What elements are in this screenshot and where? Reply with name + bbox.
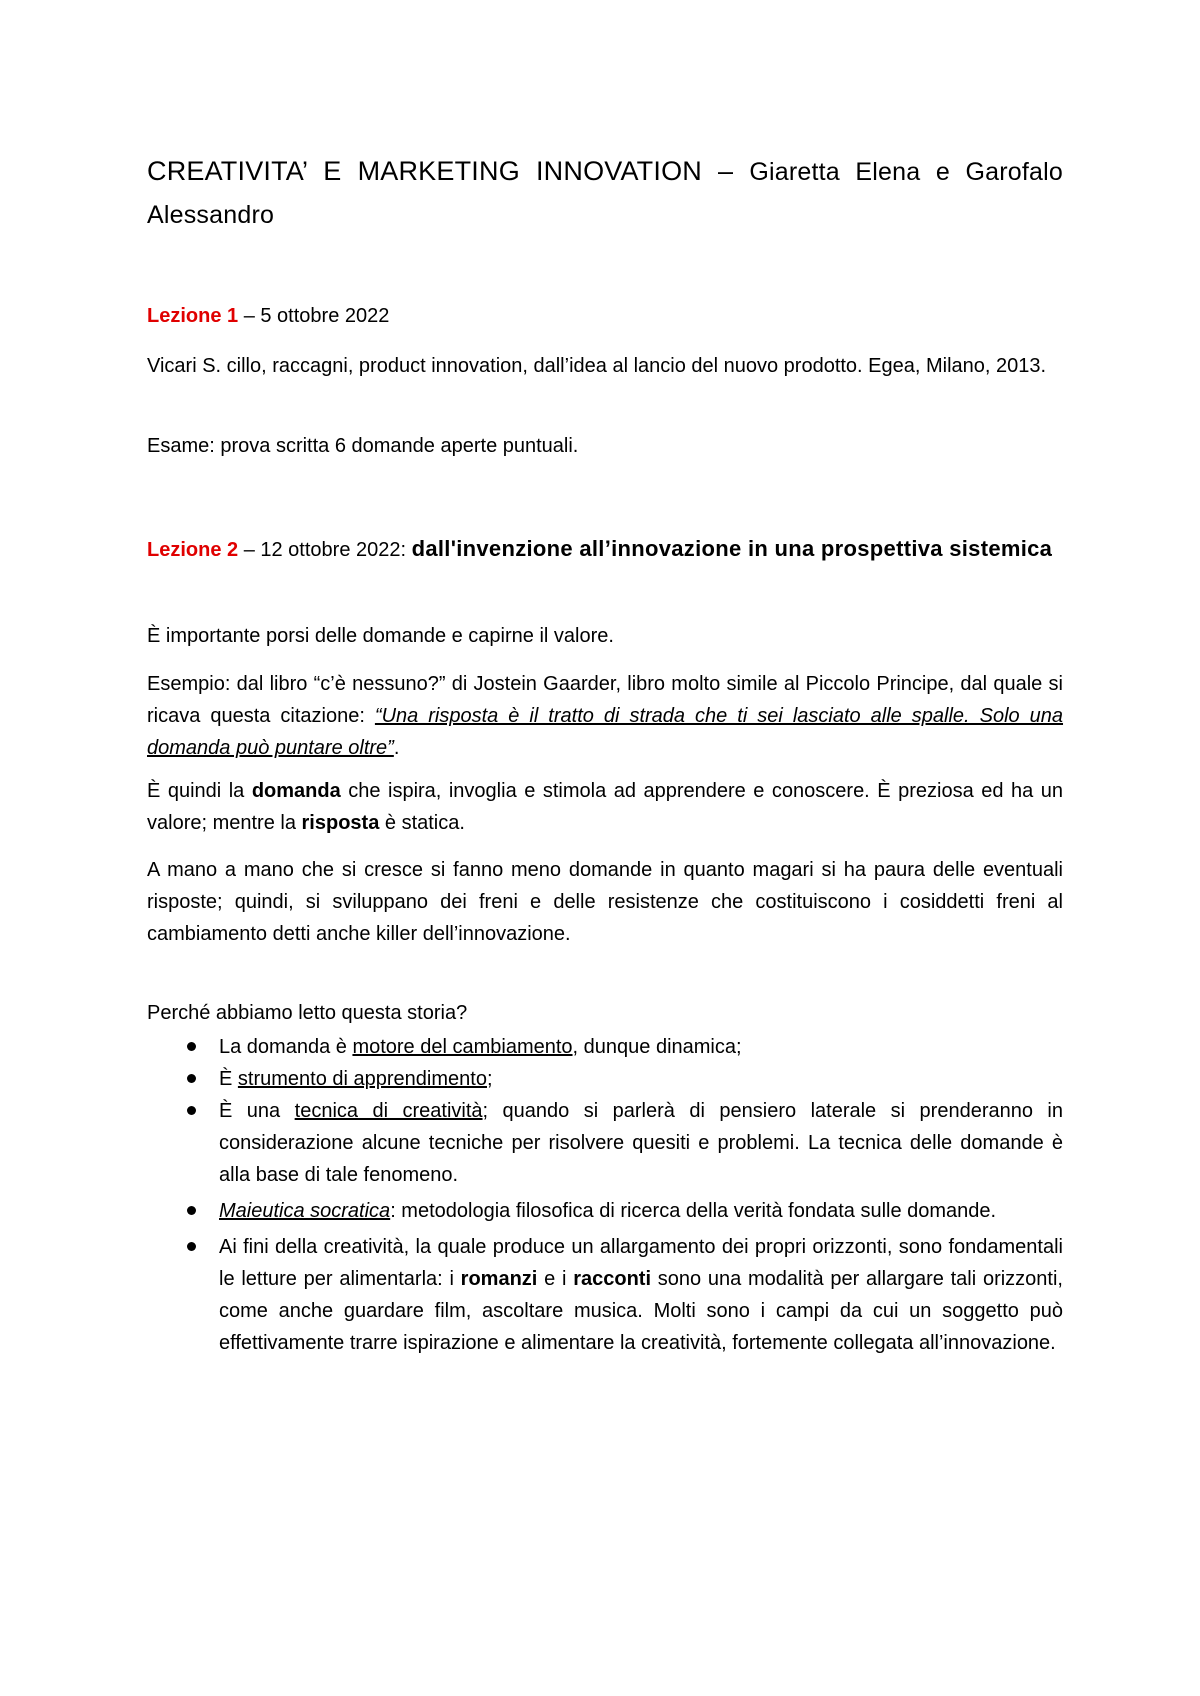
p3-text-e: è statica.: [379, 812, 465, 834]
lesson1-reference: Vicari S. cillo, raccagni, product innovation, dall’idea al lancio del nuovo prodotto. Egea, Milano, 2013.: [147, 355, 1047, 377]
b5-bold-racconti: racconti: [573, 1268, 652, 1290]
b2-text: È: [219, 1068, 238, 1090]
p3-bold-risposta: risposta: [301, 812, 380, 834]
b1-text-end: , dunque dinamica;: [572, 1036, 742, 1058]
lesson1-label: Lezione 1: [147, 305, 239, 327]
bullet-icon: [187, 1042, 196, 1051]
lesson2-heading: [147, 531, 1063, 568]
lesson1-heading: [147, 300, 1063, 332]
list-item: [147, 1095, 1063, 1191]
b5-text-c: e i: [537, 1268, 574, 1290]
quote-citation: “Una risposta è il tratto di strada che ti sei lasciato alle spalle. Solo una domanda può puntare oltre”: [147, 705, 1064, 759]
lesson2-topic: dall'invenzione all’innovazione in una prospettiva sistemica: [411, 536, 1053, 561]
b5-bold-romanzi: romanzi: [460, 1268, 538, 1290]
lesson2-paragraph-2: [147, 668, 1063, 764]
b4-underline: Maieutica socratica: [219, 1200, 391, 1222]
list-item: [147, 1231, 1063, 1359]
bullet-icon: [187, 1074, 196, 1083]
b2-underline: strumento di apprendimento;: [237, 1068, 493, 1090]
lesson2-label: Lezione 2: [147, 539, 239, 561]
b3-text-end: ; quando si parlerà di pensiero laterale si prenderanno in considerazione alcune tecniche per risolvere quesiti e problemi. La tecnica delle domande è alla base di tale fenomeno.: [219, 1100, 1063, 1186]
b5-text-a: Ai fini della creatività, la quale produce un allargamento dei propri orizzonti, sono fondamentali le letture per alimentarla: i: [219, 1236, 1063, 1290]
lesson2-paragraph-3: [147, 775, 1063, 839]
bullet-icon: [187, 1106, 196, 1115]
b5-text-d: sono una modalità per allargare tali orizzonti, come anche guardare film, ascoltare musica. Molti sono i campi da cui un soggetto può effettivamente trarre ispirazione e alimentare la creatività, fortemente collegata all’innovazione.: [219, 1268, 1063, 1354]
list-item: [147, 1195, 1063, 1227]
list-item: [147, 1063, 1063, 1095]
p2-end: .: [393, 737, 400, 759]
b3-text: È una: [219, 1100, 295, 1122]
lesson2-paragraph-1: È importante porsi delle domande e capirne il valore.: [147, 625, 614, 647]
p3-bold-domanda: domanda: [251, 780, 341, 802]
lesson1-date: – 5 ottobre 2022: [238, 305, 390, 327]
p2-text: Esempio: dal libro “c’è nessuno?” di Jostein Gaarder, libro molto simile al Piccolo Principe, dal quale si ricava questa citazione:: [147, 673, 1063, 727]
lesson2-question: Perché abbiamo letto questa storia?: [147, 1002, 468, 1024]
p3-text-c: che ispira, invoglia e stimola ad apprendere e conoscere. È preziosa ed ha un valore; mentre la: [147, 780, 1063, 834]
bullet-icon: [187, 1242, 196, 1251]
list-item: [147, 1031, 1063, 1063]
b3-underline: tecnica di creatività: [294, 1100, 483, 1122]
lesson2-paragraph-4: A mano a mano che si cresce si fanno meno domande in quanto magari si ha paura delle eventuali risposte; quindi, si sviluppano dei freni e delle resistenze che costituiscono i cosiddetti freni al cambiamento detti anche killer dell’innovazione.: [147, 859, 1063, 945]
title-authors: Giaretta Elena e Garofalo Alessandro: [147, 158, 1063, 229]
bullet-list: [147, 1031, 1063, 1359]
lesson1-exam: Esame: prova scritta 6 domande aperte puntuali.: [147, 435, 579, 457]
title-main: CREATIVITA’ E MARKETING INNOVATION –: [147, 156, 750, 186]
bullet-icon: [187, 1206, 196, 1215]
b4-text: : metodologia filosofica di ricerca della verità fondata sulle domande.: [390, 1200, 997, 1222]
p3-text-a: È quindi la: [147, 780, 252, 802]
b1-text: La domanda è: [219, 1036, 353, 1058]
b1-underline: motore del cambiamento: [352, 1036, 573, 1058]
document-title: [147, 150, 1063, 236]
lesson2-date: – 12 ottobre 2022:: [238, 539, 412, 561]
